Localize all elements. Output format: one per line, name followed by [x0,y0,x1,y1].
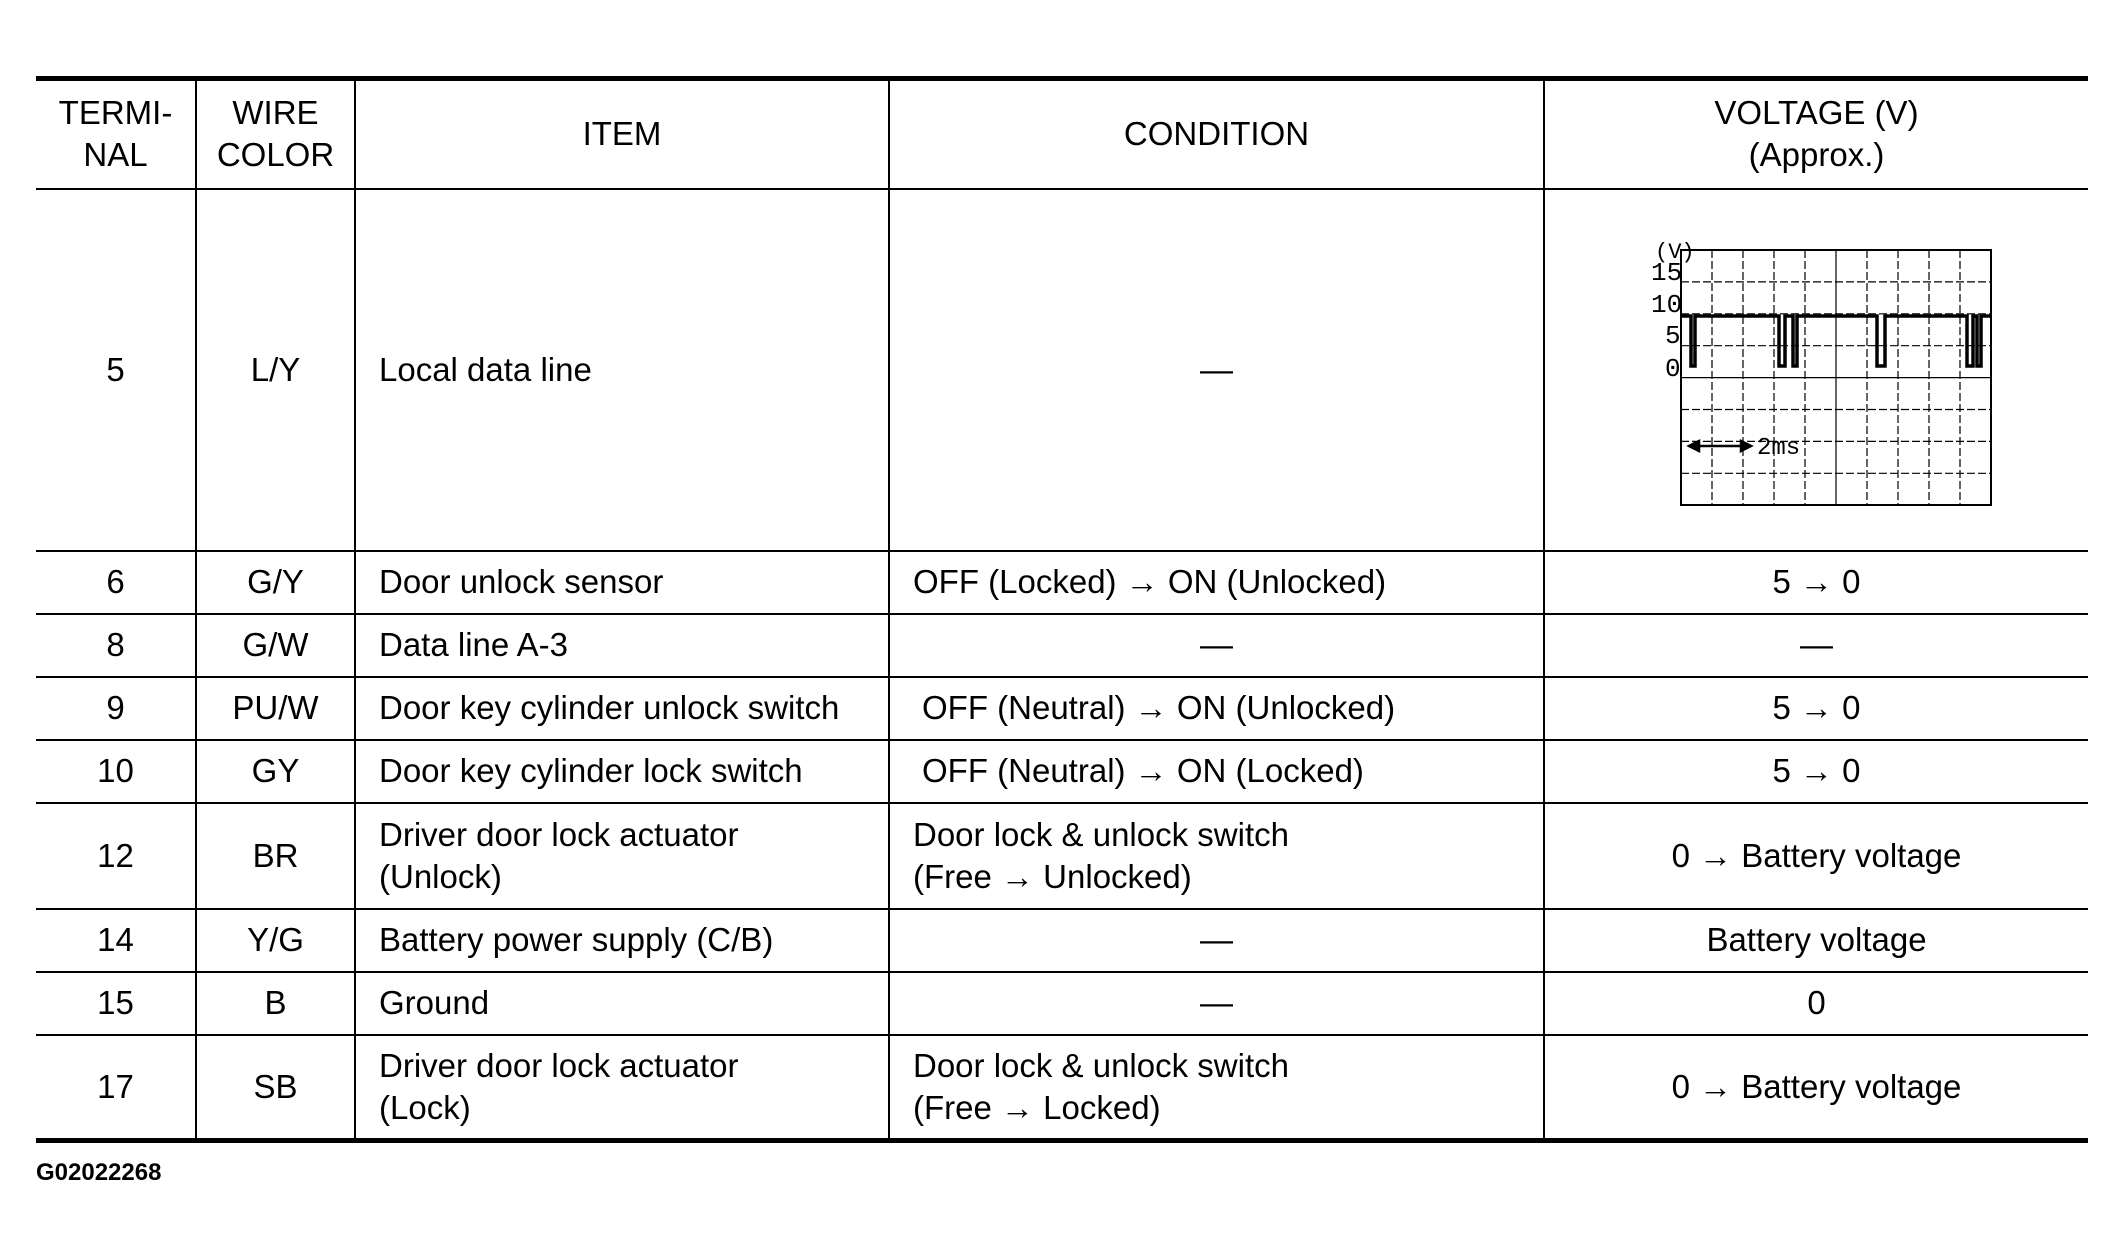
cell-condition: — [889,972,1544,1035]
cell-terminal: 6 [36,551,196,614]
cell-condition: — [889,189,1544,551]
scope-ylabel-10: 10 [1650,289,1682,320]
cell-voltage: 0 [1544,972,2088,1035]
cell-condition: Door lock & unlock switch (Free → Locked) [889,1035,1544,1141]
cell-wire-color: GY [196,740,355,803]
cell-terminal: 17 [36,1035,196,1141]
waveform-scope [1637,230,1997,510]
table-row [36,909,2088,972]
cell-item: Driver door lock actuator (Lock) [355,1035,889,1141]
table-row [36,614,2088,677]
table-row [36,189,2088,551]
table-row [36,677,2088,740]
cell-condition: OFF (Neutral) → ON (Locked) [889,740,1544,803]
header-item: ITEM [355,79,889,189]
table-row [36,551,2088,614]
scope-ylabel-5: 5 [1664,320,1681,351]
cell-voltage: 5 → 0 [1544,551,2088,614]
cell-wire-color: L/Y [196,189,355,551]
cell-terminal: 14 [36,909,196,972]
cell-condition: OFF (Neutral) → ON (Unlocked) [889,677,1544,740]
cell-terminal: 10 [36,740,196,803]
cell-voltage: 5 → 0 [1544,740,2088,803]
table-row [36,803,2088,909]
header-condition: CONDITION [889,79,1544,189]
cell-terminal: 9 [36,677,196,740]
table-body [36,189,2088,1141]
cell-item: Door unlock sensor [355,551,889,614]
cell-item: Door key cylinder unlock switch [355,677,889,740]
cell-condition: — [889,909,1544,972]
table-row [36,972,2088,1035]
cell-item: Door key cylinder lock switch [355,740,889,803]
cell-terminal: 5 [36,189,196,551]
cell-voltage: 0 → Battery voltage [1544,1035,2088,1141]
cell-wire-color: G/Y [196,551,355,614]
header-wire-color: WIRE COLOR [196,79,355,189]
cell-condition: OFF (Locked) → ON (Unlocked) [889,551,1544,614]
terminal-spec-table [36,76,2088,1143]
cell-voltage: 0 → Battery voltage [1544,803,2088,909]
cell-wire-color: B [196,972,355,1035]
cell-item: Data line A-3 [355,614,889,677]
cell-condition: — [889,614,1544,677]
cell-item: Battery power supply (C/B) [355,909,889,972]
cell-item: Local data line [355,189,889,551]
header-voltage: VOLTAGE (V) (Approx.) [1544,79,2088,189]
table-row [36,740,2088,803]
cell-wire-color: PU/W [196,677,355,740]
cell-voltage: 5 → 0 [1544,677,2088,740]
header-terminal: TERMI- NAL [36,79,196,189]
cell-item: Ground [355,972,889,1035]
scope-ylabel-0: 0 [1664,353,1681,384]
scope-ylabel-15: 15 [1650,257,1682,288]
cell-wire-color: Y/G [196,909,355,972]
scope-time-arrow [1689,441,1751,451]
scope-unit-label: (V) [1654,239,1695,265]
cell-wire-color: SB [196,1035,355,1141]
cell-voltage: — [1544,614,2088,677]
cell-condition: Door lock & unlock switch (Free → Unlocked) [889,803,1544,909]
cell-terminal: 15 [36,972,196,1035]
scope-time-label: 2ms [1756,434,1800,462]
cell-wire-color: BR [196,803,355,909]
table-row [36,1035,2088,1141]
cell-voltage: Battery voltage [1544,909,2088,972]
cell-terminal: 8 [36,614,196,677]
scope-grid [1681,250,1991,505]
cell-terminal: 12 [36,803,196,909]
table-header-row [36,79,2088,189]
cell-wire-color: G/W [196,614,355,677]
cell-item: Driver door lock actuator (Unlock) [355,803,889,909]
figure-code: G02022268 [36,1159,162,1186]
cell-voltage [1544,189,2088,551]
